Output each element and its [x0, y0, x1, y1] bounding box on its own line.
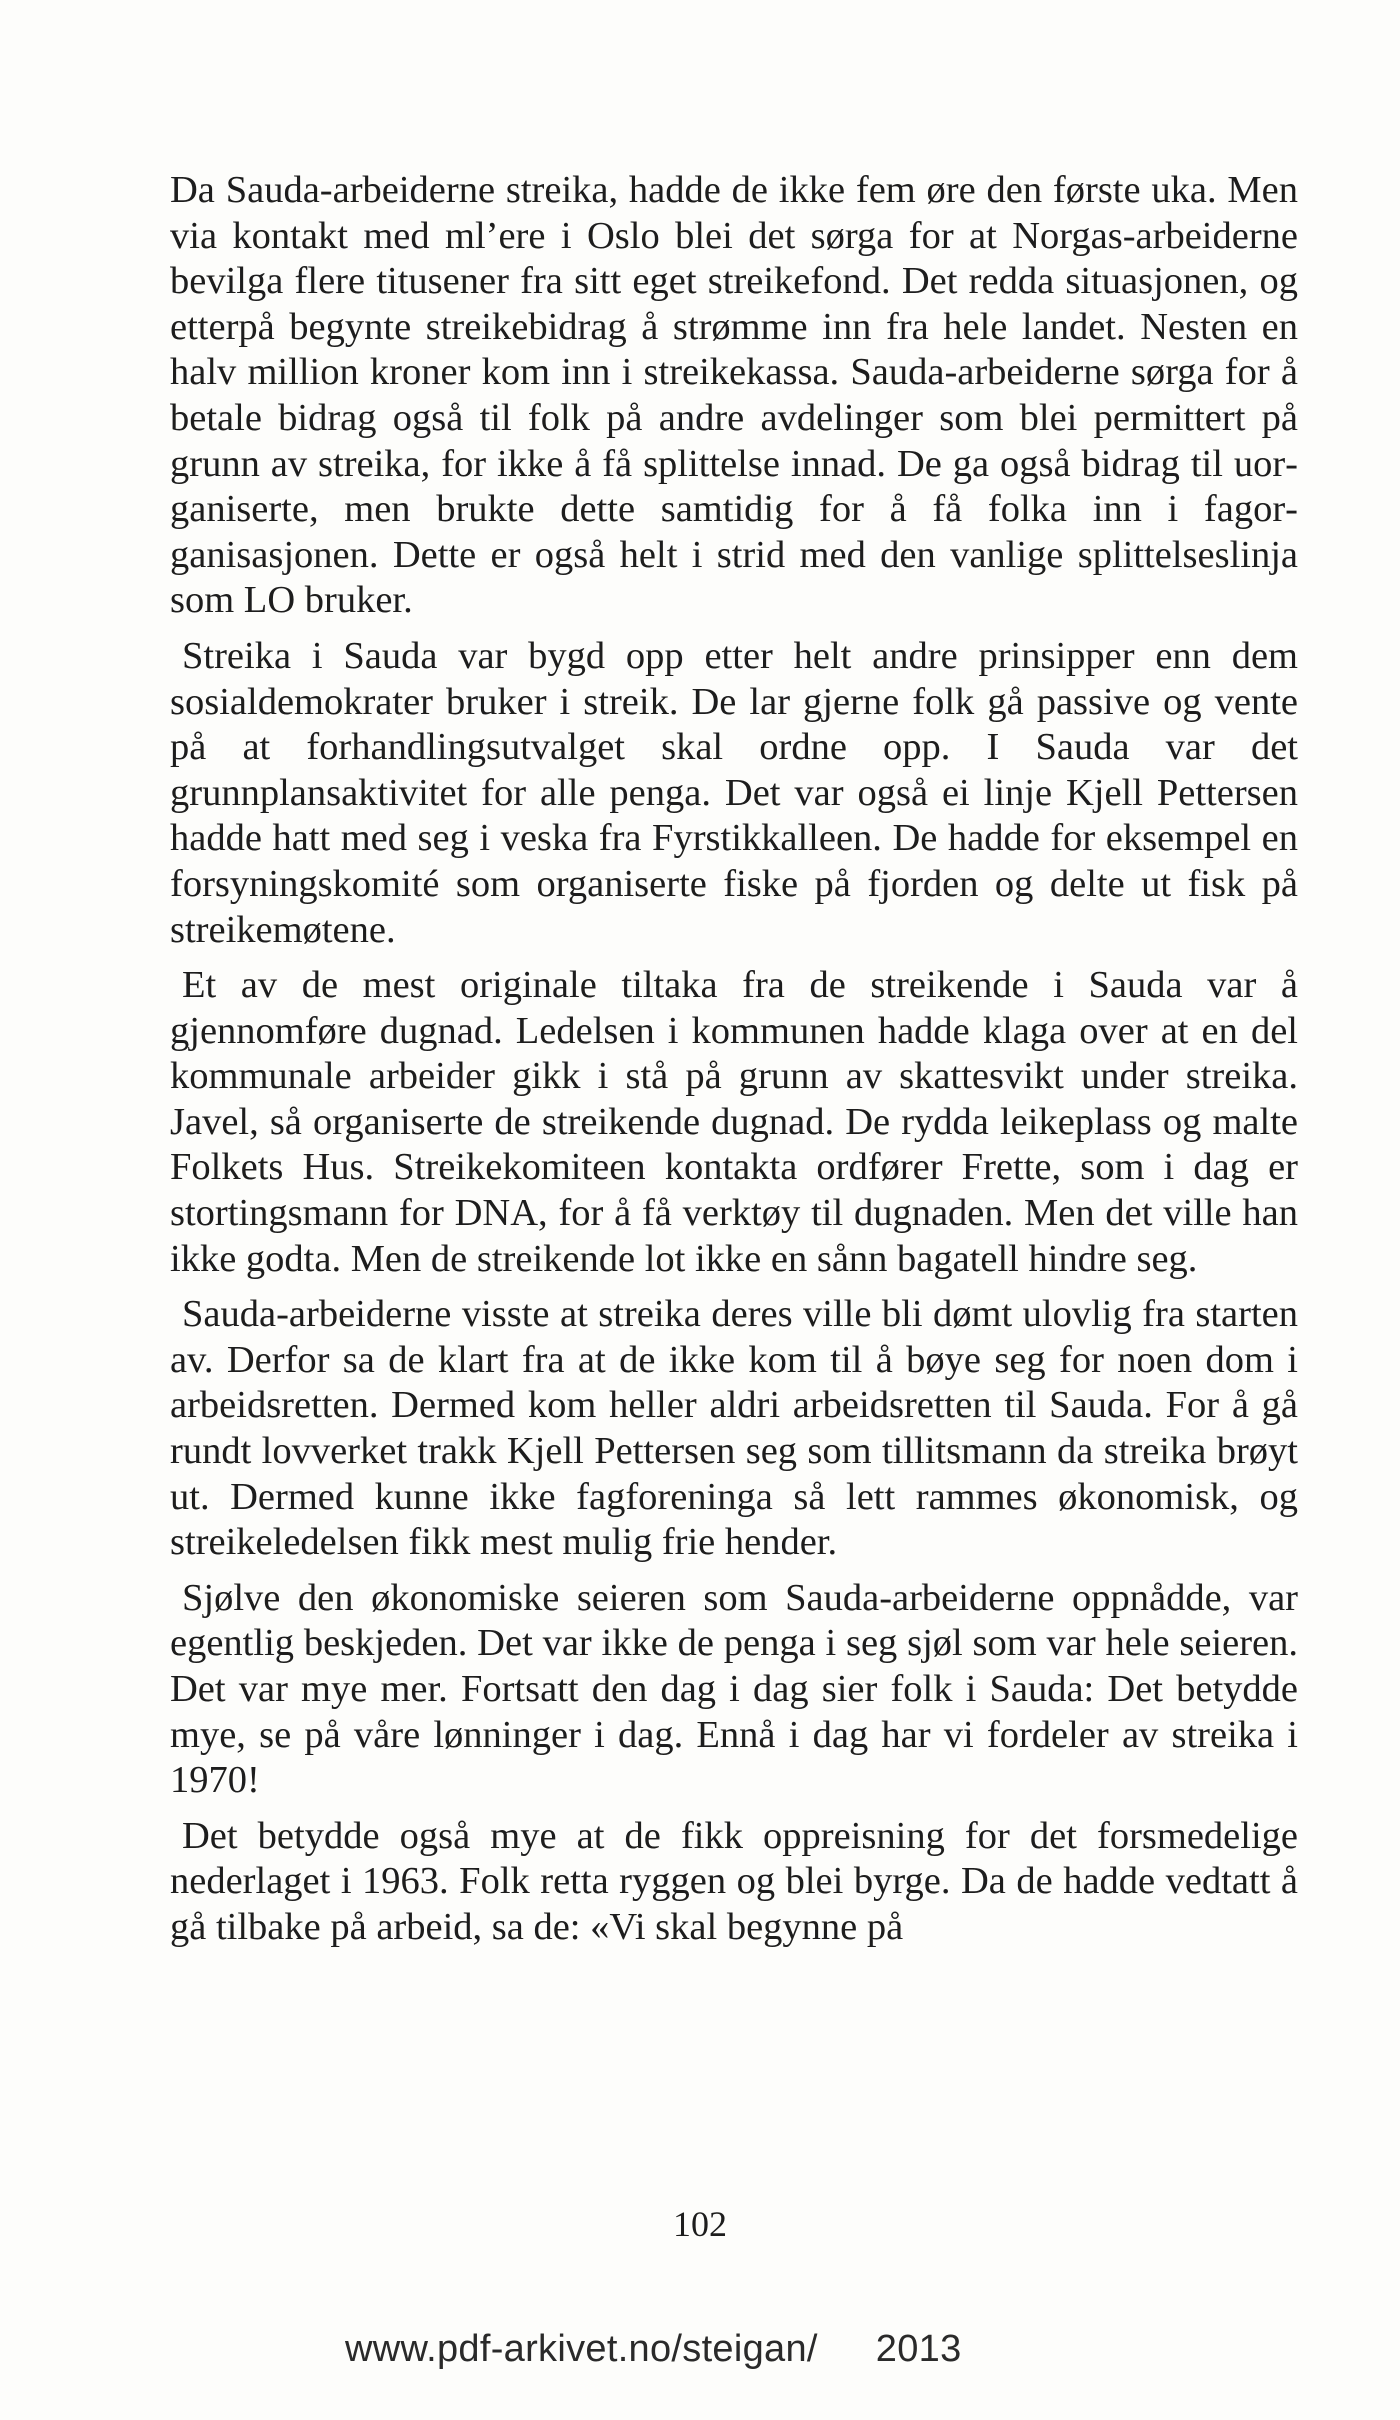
footer: [345, 2328, 962, 2371]
paragraph-3: Et av de mest originale tiltaka fra de streikende i Sauda var å gjennomføre dugnad. Ledelsen i kommunen hadde klaga over at en del kommunale arbeider gikk i stå på grunn av skattesvikt under streika. Javel, så organiserte de streikende dugnad. De rydda leikeplass og malte Folkets Hus. Streikekomiteen kontakta ordfører Frette, som i dag er stortingsmann for DNA, for å få verktøy til dugnaden. Men det ville han ikke godta. Men de streikende lot ikke en sånn bagatell hindre seg.: [170, 964, 1298, 1280]
paragraph-2: Streika i Sauda var bygd opp etter helt andre prinsipper enn dem sosialdemokrater bruker i streik. De lar gjerne folk gå passive og vente på at forhandlingsutvalget skal ordne opp. I Sauda var det grunnplansaktivitet for alle penga. Det var også ei linje Kjell Pettersen hadde hatt med seg i veska fra Fyrstikkalleen. De hadde for eksempel en forsyningskomité som organiserte fiske på fjorden og delte ut fisk på streikemøtene.: [170, 634, 1298, 951]
body-text: [170, 168, 1298, 1961]
paragraph-1: Da Sauda-arbeiderne streika, hadde de ikke fem øre den første uka. Men via kontakt med ml’ere i Oslo blei det sørga for at Norgas-arbeiderne bevilga flere titusener fra sitt eget streikefond. Det redda situasjonen, og etterpå begynte streikebidrag å strømme inn fra hele landet. Nesten en halv million kroner kom inn i streikekassa. Sauda-arbeiderne sørga for å betale bidrag også til folk på andre avdelinger som blei permittert på grunn av streika, for ikke å få splittelse innad. De ga også bidrag til uorganiserte, men brukte dette samtidig for å få folka inn i fagorganisasjonen. Dette er også helt i strid med den vanlige splittelseslinja som LO bruker.: [170, 169, 1298, 622]
footer-url: www.pdf-arkivet.no/steigan/: [345, 2328, 818, 2370]
page-number: 102: [673, 2204, 727, 2244]
footer-year: 2013: [875, 2328, 962, 2370]
paragraph-4: Sauda-arbeiderne visste at streika deres ville bli dømt ulovlig fra starten av. Derfor sa de klart fra at de ikke kom til å bøye seg for noen dom i arbeidsretten. Dermed kom heller aldri arbeidsretten til Sauda. For å gå rundt lovverket trakk Kjell Pettersen seg som tillitsmann da streika brøyt ut. Dermed kunne ikke fagforeninga så lett rammes økonomisk, og streikeledelsen fikk mest mulig frie hender.: [170, 1293, 1298, 1564]
paragraph-5: Sjølve den økonomiske seieren som Sauda-arbeiderne oppnådde, var egentlig beskjeden. Det var ikke de penga i seg sjøl som var hele seieren. Det var mye mer. Fortsatt den dag i dag sier folk i Sauda: Det betydde mye, se på våre lønninger i dag. Ennå i dag har vi fordeler av streika i 1970!: [170, 1576, 1298, 1802]
paragraph-6: Det betydde også mye at de fikk oppreisning for det forsmedelige nederlaget i 1963. Folk retta ryggen og blei byrge. Da de hadde vedtatt å gå tilbake på arbeid, sa de: «Vi skal begynne på: [170, 1814, 1298, 1948]
